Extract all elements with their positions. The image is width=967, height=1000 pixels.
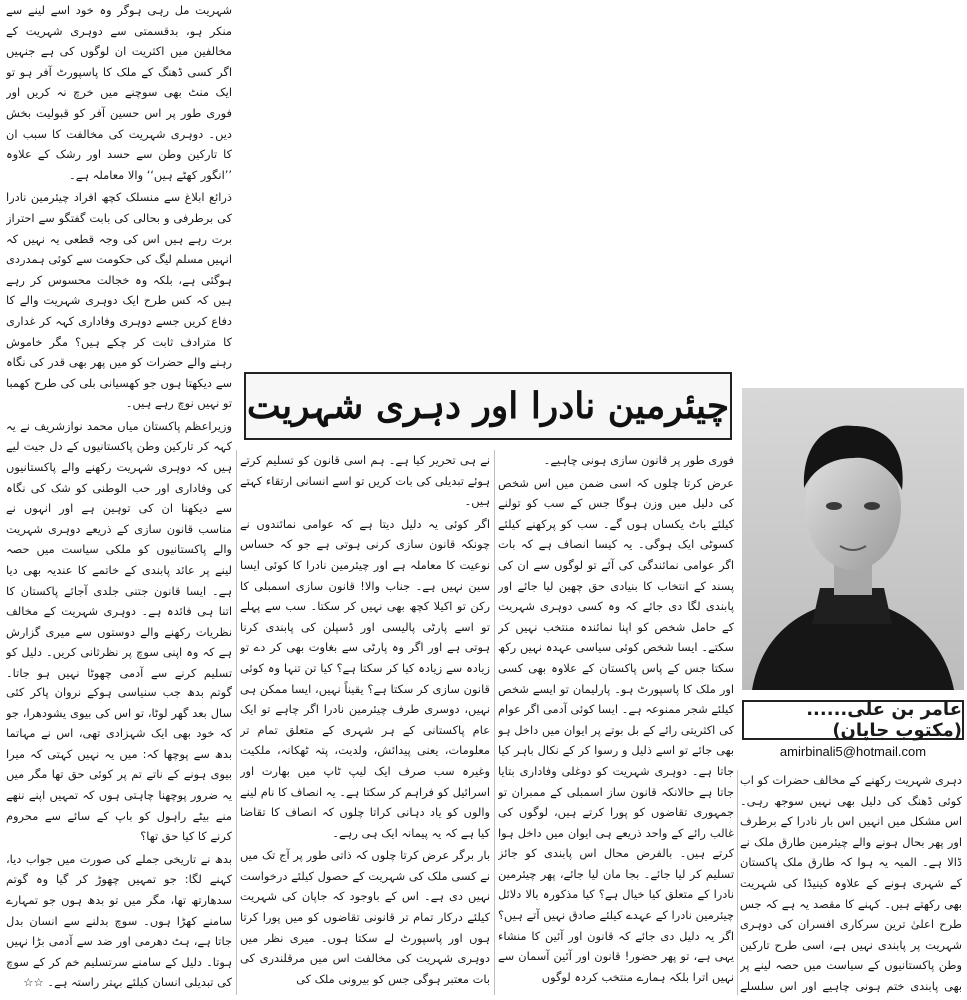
article-column-left-top — [6, 0, 232, 680]
paragraph: فوری طور پر قانون سازی ہونی چاہیے۔ — [543, 453, 734, 467]
paragraph: ذرائع ابلاغ سے منسلک کچھ افراد چیئرمین نادرا کی برطرفی و بحالی کی بابت گفتگو سے احتراز برت رہے ہیں اس کی وجہ قطعی یہ نہیں کہ انہیں مسلم لیگ کی حکومت سے کوئی ہمدردی ہوگئی ہے، بلکہ وہ خجالت محسوس کر رہے ہیں کہ کس طرح ایک دوہری شہریت والے کا دفاع کریں جسے دوہری وفاداری کہہ کر غداری کا مترادف ثابت کر چکے ہیں؟ مگر خاموش رہنے والے حضرات کو میں پھر بھی قدر کی نگاہ سے دیکھتا ہوں جو کھسیانی بلی کی طرح کھمبا تو نہیں نوچ رہے ہیں۔ — [6, 190, 232, 411]
article-column-left-bottom — [6, 682, 232, 1000]
author-email[interactable]: amirbinali5@hotmail.com — [779, 744, 927, 759]
paragraph: شہریت مل رہی ہوگر وہ خود اسے لینے سے منکر ہو، بدقسمتی سے دوہری شہریت کے مخالفین میں اکثریت ان لوگوں کی ہے جنہیں اگر کسی ڈھنگ کے ملک کا پاسپورٹ آفر ہو تو ایک منٹ بھی سوچنے میں خرچ نہ کریں اور فوری طور پر اس حسین آفر کو قبولیت بخش دیں۔ دوہری شہریت کی مخالفت کا سبب ان کا تارکین وطن سے حسد اور رشک کے علاوہ ’’انگور کھٹے ہیں‘‘ والا معاملہ ہے۔ — [6, 3, 232, 182]
column-divider — [737, 770, 738, 995]
paragraph: دہری شہریت رکھنے کے مخالف حضرات کو اب کوئی ڈھنگ کی دلیل بھی نہیں سوجھ رہی۔ اس مشکل میں انہیں اس بار نادرا کے برطرف اور پھر بحال ہونے والے چیئرمین طارق ملک نے ڈالا ہے۔ المیہ یہ ہوا کہ طارق ملک پاکستان کے شہری ہونے کے علاوہ کینیڈا کی شہریت بھی رکھتے ہیں۔ کہنے کا مقصد یہ ہے کہ جس طرح اعلیٰ ترین سرکاری افسران کی دوہری شہریت پر پابندی نہیں ہے، اسی طرح تارکین وطن پاکستانیوں کے سیاست میں حصہ لینے پر بھی پابندی ختم ہونی چاہیے اور اس سلسلے — [740, 773, 962, 993]
author-name: عامر بن علی...... (مکتوب جاپان) — [806, 699, 962, 741]
paragraph: نے ہی تحریر کیا ہے۔ ہم اسی قانون کو تسلیم کرتے ہوئے تبدیلی کی بات کریں تو اسے انسانی ارتقاء کہتے ہیں۔ — [240, 453, 490, 509]
paragraph: بدھ نے تاریخی جملے کی صورت میں جواب دیا، کہنے لگا: جو تمہیں چھوڑ کر گیا وہ گوتم سدھارتھ تھا، مگر میں تو بدھ ہوں جو تمہارے سامنے کھڑا ہوں۔ سوچ بدلنے سے انسان بدل جاتا ہے، ہٹ دھرمی اور ضد سے آدمی بڑا نہیں ہوتا۔ دلیل کے سامنے سرتسلیم خم کر کے سوچ کی تبدیلی انسان کیلئے بہتر راستہ ہے۔ ☆☆ — [6, 851, 232, 990]
column-divider — [236, 450, 237, 995]
article-column-below-photo — [740, 770, 962, 1000]
article-column-middle — [240, 450, 490, 1000]
paragraph: وزیراعظم پاکستان میاں محمد نوازشریف نے یہ کہہ کر تارکین وطن پاکستانیوں کے دل جیت لیے ہیں کہ دوہری شہریت رکھنے والے پاکستانیوں کی وفاداری اور حب الوطنی کو شک کی نگاہ سے دیکھنا ان کی توہین ہے اور انہوں نے مناسب قانون سازی کے ذریعے دوہری شہریت والے پاکستانیوں کو ملکی سیاست میں حصہ لینے پر عائد پابندی کے خاتمے کا عندیہ بھی دیا ہے۔ ایسا قانون جتنی جلدی آجائے پاکستان کا اتنا ہی فائدہ ہے۔ دوہری شہریت کے مخالف نظریات رکھنے والے دوستوں سے میری گزارش ہے کہ وہ اپنی سوچ پر نظرثانی کریں۔ دلیل کو تسلیم کرنے سے آدمی چھوٹا نہیں ہو جاتا۔ — [6, 418, 232, 680]
author-photo — [742, 388, 964, 690]
paragraph: اگر کوئی یہ دلیل دیتا ہے کہ عوامی نمائندوں نے چونکہ قانون سازی کرنی ہوتی ہے جو کہ حساس نوعیت کا معاملہ ہے اور چیئرمین نادرا کا کوئی ایسا سین نہیں ہے۔ جناب والا! قانون سازی اسمبلی کا رکن تو اکیلا کچھ بھی نہیں کر سکتا۔ سب سے پہلے تو اسے پارٹی پالیسی اور ڈسپلن کی پابندی کرنا ہوتی ہے اور اگر وہ پارٹی سے بغاوت بھی کر دے تو زیادہ سے زیادہ کیا کر سکتا ہے؟ کیا تن تنہا وہ کوئی قانون سازی کر سکتا ہے؟ یقیناً نہیں، ایسا ممکن ہی نہیں، دوسری طرف چیئرمین نادرا اگر چاہے تو ایک عام پاکستانی کے ہر شہری کے متعلق تمام تر معلومات، یعنی پیدائش، ولدیت، پتہ ٹھکانہ، ملکیت وغیرہ سب صرف ایک لیپ ٹاپ میں بھارت اور اسرائیل کو فراہم کر سکتا ہے۔ یہ انصاف کا نام لینے والوں کو یاد دہانی کراتا چلوں کہ انصاف کا تقاضا کیا ہے کہ یہ پیمانہ ایک ہی رہے۔ — [240, 516, 490, 840]
paragraph: گوتم بدھ جب سنیاسی ہوکے نروان پاکر کئی سال بعد گھر لوٹا، تو اس کی بیوی یشودھرا، جو کہ خود بھی ایک شہزادی تھی، اس نے مہاتما بدھ سے پوچھا کہ: میں یہ نہیں کہتی کہ میرا بیوی ہونے کے ناتے تم پر کوئی حق تھا مگر میں یہ ضرور پوچھنا چاہتی ہوں کہ تمہیں اپنے ننھے منے بیٹے راہول کو باپ کے سائے سے محروم کرنے کا کیا حق تھا؟ — [6, 685, 232, 844]
headline: چیئرمین نادرا اور دہری شہریت — [246, 385, 730, 427]
paragraph: بار برگر عرض کرتا چلوں کہ ذاتی طور پر آج تک میں نے کسی ملک کی شہریت کے حصول کیلئے درخواست نہیں دی ہے۔ اس کے باوجود کہ جاپان کی شہریت کیلئے درکار تمام تر قانونی تقاضوں کو میں پورا کرتا ہوں اور پاسپورٹ لے سکتا ہوں۔ میری نظر میں دوہری شہریت کی مخالفت اس میں مرقلندری کی بات معتبر ہوگی جس کو بیرونی ملک کی — [240, 848, 490, 986]
byline-box — [742, 700, 964, 740]
headline-box — [244, 372, 732, 440]
article-column-right — [498, 450, 734, 1000]
column-divider — [494, 450, 495, 995]
paragraph: عرض کرتا چلوں کہ اسی ضمن میں اس شخص کی دلیل میں وزن ہوگا جس کے سب کو تولنے کیلئے باٹ یکساں ہوں گے۔ سب کو پرکھنے کیلئے کسوٹی ایک ہوگی۔ یہ کیسا انصاف ہے کہ بات اگر عوامی نمائندگی کی آئے تو لوگوں سے ان کی پسند کے انتخاب کا بنیادی حق چھین لیا جائے اور پابندی لگا دی جائے کہ وہ کسی دوہری شہریت کے حامل شخص کو اپنا نمائندہ منتخب نہیں کر سکتے۔ ایسا شخص کوئی سیاسی عہدہ نہیں رکھ سکتا جس کے پاس پاکستان کے علاوہ بھی کسی اور ملک کا پاسپورٹ ہو۔ پارلیمان تو ایسے شخص کیلئے شجر ممنوعہ ہے۔ ایسا کوئی آدمی اگر عوام کی اکثریتی رائے کے بل بوتے پر ایوان میں داخل ہو بھی جائے تو اسے ذلیل و رسوا کر کے نکال باہر کیا جاتا ہے۔ دوہری شہریت کو دوغلی وفاداری بتایا جاتا ہے حالانکہ قانون ساز اسمبلی کے ممبران تو جمہوری تقاضوں کو پورا کرتے ہیں، لوگوں کی غالب رائے کے واحد ذریعے ہی ایوان میں داخل ہوا کرتے ہیں۔ بالفرض محال اس پابندی کو جائز تسلیم کر لیا جائے۔ بجا مان لیا جائے، پھر چیئرمین نادرا کے متعلق کیا خیال ہے؟ کیا مذکورہ بالا دلائل چیئرمین نادرا کے عہدے کیلئے صادق نہیں آتے ہیں؟ اگر یہ دلیل دی جائے کہ قانون اور آئین کا منشاء یہی ہے، تو پھر حضور! قانون اور آئین آسمان سے نہیں اترا بلکہ ہمارے منتخب کردہ لوگوں — [498, 475, 734, 984]
